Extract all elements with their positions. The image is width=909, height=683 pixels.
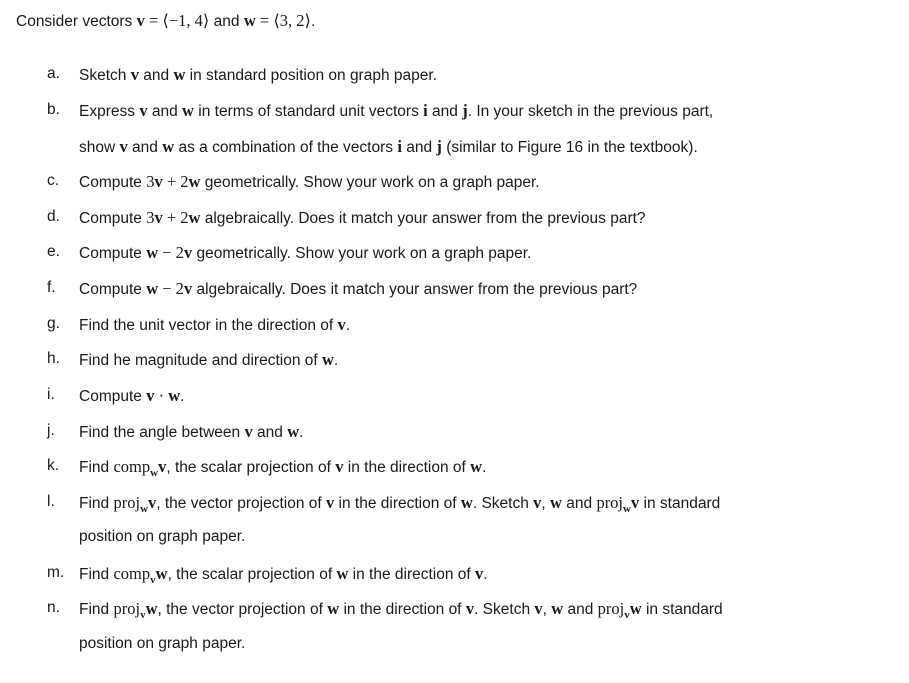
- item-text: .: [482, 459, 487, 476]
- math-symbol: w: [629, 599, 642, 618]
- math-symbol: w: [162, 137, 175, 156]
- item-letter: d.: [47, 208, 60, 225]
- math-symbol: w: [188, 172, 201, 191]
- math-symbol: v: [534, 599, 543, 618]
- item-text: and: [138, 67, 174, 84]
- math-symbol: v: [337, 315, 346, 334]
- math-symbol: v: [119, 137, 128, 156]
- item-text: , the scalar projection of: [167, 566, 337, 583]
- item-text: .: [345, 317, 351, 334]
- item-text: and: [147, 103, 183, 120]
- item-text: Find: [79, 601, 114, 618]
- subscript: w: [140, 503, 149, 515]
- item-text: in standard: [641, 601, 723, 618]
- math-symbol: proj: [113, 493, 141, 512]
- item-text: and: [401, 139, 437, 156]
- math-symbol: proj: [113, 599, 141, 618]
- item-continuation: [79, 137, 698, 157]
- item-text: , the scalar projection of: [166, 459, 336, 476]
- item-text: Compute: [79, 245, 147, 262]
- item-text: and: [127, 139, 163, 156]
- math-symbol: v: [148, 493, 157, 512]
- item-body: [79, 208, 646, 228]
- item-text: . Sketch: [474, 601, 535, 618]
- math-symbol: v: [475, 564, 484, 583]
- math-symbol: w: [470, 457, 483, 476]
- item-letter: g.: [47, 315, 60, 332]
- item-text: . In your sketch in the previous part,: [467, 103, 714, 120]
- math-symbol: comp: [113, 457, 151, 476]
- item-body: [79, 101, 713, 121]
- item-text: in terms of standard unit vectors: [193, 103, 424, 120]
- math-symbol: proj: [597, 599, 625, 618]
- math-symbol: v: [154, 208, 163, 227]
- item-body: [79, 564, 488, 586]
- item-text: in the direction of: [343, 459, 471, 476]
- math-symbol: v: [183, 279, 193, 298]
- item-text: . Sketch: [472, 495, 534, 512]
- math-symbol: w: [168, 386, 181, 405]
- item-text: algebraically. Does it match your answer from the previous part?: [192, 281, 638, 298]
- item-letter: a.: [47, 65, 60, 82]
- item-text: Find the unit vector in the direction of: [79, 317, 338, 334]
- math-symbol: 3: [146, 208, 155, 227]
- item-letter: f.: [47, 279, 56, 296]
- item-text: in the direction of: [334, 495, 461, 512]
- item-text: show: [79, 139, 120, 156]
- item-text: geometrically. Show your work on a graph paper.: [200, 174, 540, 191]
- math-symbol: v: [244, 422, 253, 441]
- math-symbol: v: [158, 457, 167, 476]
- math-symbol: w: [145, 599, 158, 618]
- w-definition: = ⟨3, 2⟩: [255, 11, 311, 30]
- item-text: , the vector projection of: [157, 601, 328, 618]
- item-text: in the direction of: [348, 566, 476, 583]
- item-text: Express: [79, 103, 140, 120]
- item-letter: i.: [47, 386, 55, 403]
- math-symbol: i: [423, 101, 428, 120]
- item-letter: b.: [47, 101, 60, 118]
- subscript: v: [150, 574, 156, 586]
- item-text: .: [333, 352, 339, 369]
- item-body: [79, 279, 637, 299]
- math-symbol: w: [322, 350, 334, 369]
- item-text: position on graph paper.: [79, 528, 246, 545]
- item-letter: n.: [47, 599, 60, 616]
- math-symbol: w: [146, 279, 159, 298]
- math-symbol: w: [336, 564, 349, 583]
- math-symbol: + 2: [162, 172, 189, 191]
- item-text: , the vector projection of: [156, 495, 326, 512]
- math-symbol: w: [550, 493, 562, 512]
- item-text: as a combination of the vectors: [174, 139, 398, 156]
- item-text: Sketch: [79, 67, 131, 84]
- item-text: ,: [541, 495, 551, 512]
- item-letter: k.: [47, 457, 60, 474]
- item-continuation: [79, 635, 245, 653]
- math-symbol: w: [287, 422, 300, 441]
- item-letter: e.: [47, 243, 60, 260]
- item-text: Find: [79, 495, 114, 512]
- math-symbol: w: [551, 599, 564, 618]
- math-symbol: v: [139, 101, 148, 120]
- item-text: and: [561, 495, 597, 512]
- item-text: Compute: [79, 281, 147, 298]
- math-symbol: − 2: [158, 243, 184, 262]
- item-text: Compute: [79, 174, 147, 191]
- item-text: Compute: [79, 388, 147, 405]
- item-text: Find: [79, 566, 114, 583]
- item-body: [79, 172, 540, 192]
- item-body: [79, 386, 184, 406]
- item-letter: h.: [47, 350, 60, 367]
- item-body: [79, 457, 486, 479]
- item-text: ,: [542, 601, 552, 618]
- vector-w: w: [243, 11, 256, 30]
- v-definition: = ⟨−1, 4⟩: [144, 11, 210, 30]
- intro-end: .: [310, 13, 316, 30]
- math-symbol: v: [146, 386, 155, 405]
- item-body: [79, 65, 437, 85]
- math-symbol: comp: [113, 564, 151, 583]
- item-body: [79, 315, 350, 335]
- item-text: Find he magnitude and direction of: [79, 352, 322, 369]
- subscript: v: [140, 609, 146, 621]
- intro-line: [16, 11, 315, 31]
- item-text: Find: [79, 459, 114, 476]
- math-symbol: + 2: [162, 208, 189, 227]
- math-symbol: v: [465, 599, 475, 618]
- item-text: Compute: [79, 210, 147, 227]
- math-symbol: v: [154, 172, 163, 191]
- item-text: .: [483, 566, 488, 583]
- math-symbol: − 2: [158, 279, 184, 298]
- math-symbol: j: [462, 101, 468, 120]
- item-text: in standard position on graph paper.: [185, 67, 437, 84]
- item-letter: j.: [47, 422, 55, 439]
- math-symbol: ·: [154, 386, 169, 405]
- math-symbol: j: [436, 137, 442, 156]
- item-text: .: [180, 388, 185, 405]
- item-body: [79, 350, 338, 370]
- math-symbol: v: [326, 493, 335, 512]
- item-text: (similar to Figure 16 in the textbook).: [441, 139, 698, 156]
- item-text: and: [252, 424, 288, 441]
- item-text: in the direction of: [339, 601, 466, 618]
- item-text: position on graph paper.: [79, 635, 246, 652]
- item-text: Find the angle between: [79, 424, 245, 441]
- item-body: [79, 243, 531, 263]
- item-body: [79, 422, 303, 442]
- math-symbol: w: [182, 101, 194, 120]
- math-symbol: v: [183, 243, 193, 262]
- subscript: v: [624, 609, 630, 621]
- item-body: [79, 493, 720, 515]
- subscript: w: [150, 467, 159, 479]
- math-symbol: w: [327, 599, 340, 618]
- item-body: [79, 599, 723, 621]
- item-text: .: [299, 424, 304, 441]
- item-text: and: [427, 103, 463, 120]
- item-text: and: [563, 601, 598, 618]
- math-symbol: v: [130, 65, 139, 84]
- item-letter: m.: [47, 564, 65, 581]
- math-symbol: w: [460, 493, 473, 512]
- math-symbol: v: [630, 493, 640, 512]
- math-symbol: 3: [146, 172, 155, 191]
- intro-and: and: [209, 13, 244, 30]
- math-symbol: w: [146, 243, 159, 262]
- math-symbol: w: [155, 564, 168, 583]
- item-text: in standard: [639, 495, 721, 512]
- item-letter: l.: [47, 493, 55, 510]
- item-text: algebraically. Does it match your answer from the previous part?: [200, 210, 646, 227]
- intro-prefix: Consider vectors: [16, 13, 137, 30]
- math-symbol: v: [335, 457, 344, 476]
- vector-v: v: [136, 11, 145, 30]
- item-continuation: [79, 528, 245, 546]
- math-symbol: i: [397, 137, 402, 156]
- math-symbol: w: [173, 65, 186, 84]
- math-symbol: proj: [596, 493, 624, 512]
- item-letter: c.: [47, 172, 60, 189]
- math-symbol: w: [188, 208, 201, 227]
- item-text: geometrically. Show your work on a graph paper.: [192, 245, 532, 262]
- math-symbol: v: [533, 493, 542, 512]
- subscript: w: [623, 503, 631, 515]
